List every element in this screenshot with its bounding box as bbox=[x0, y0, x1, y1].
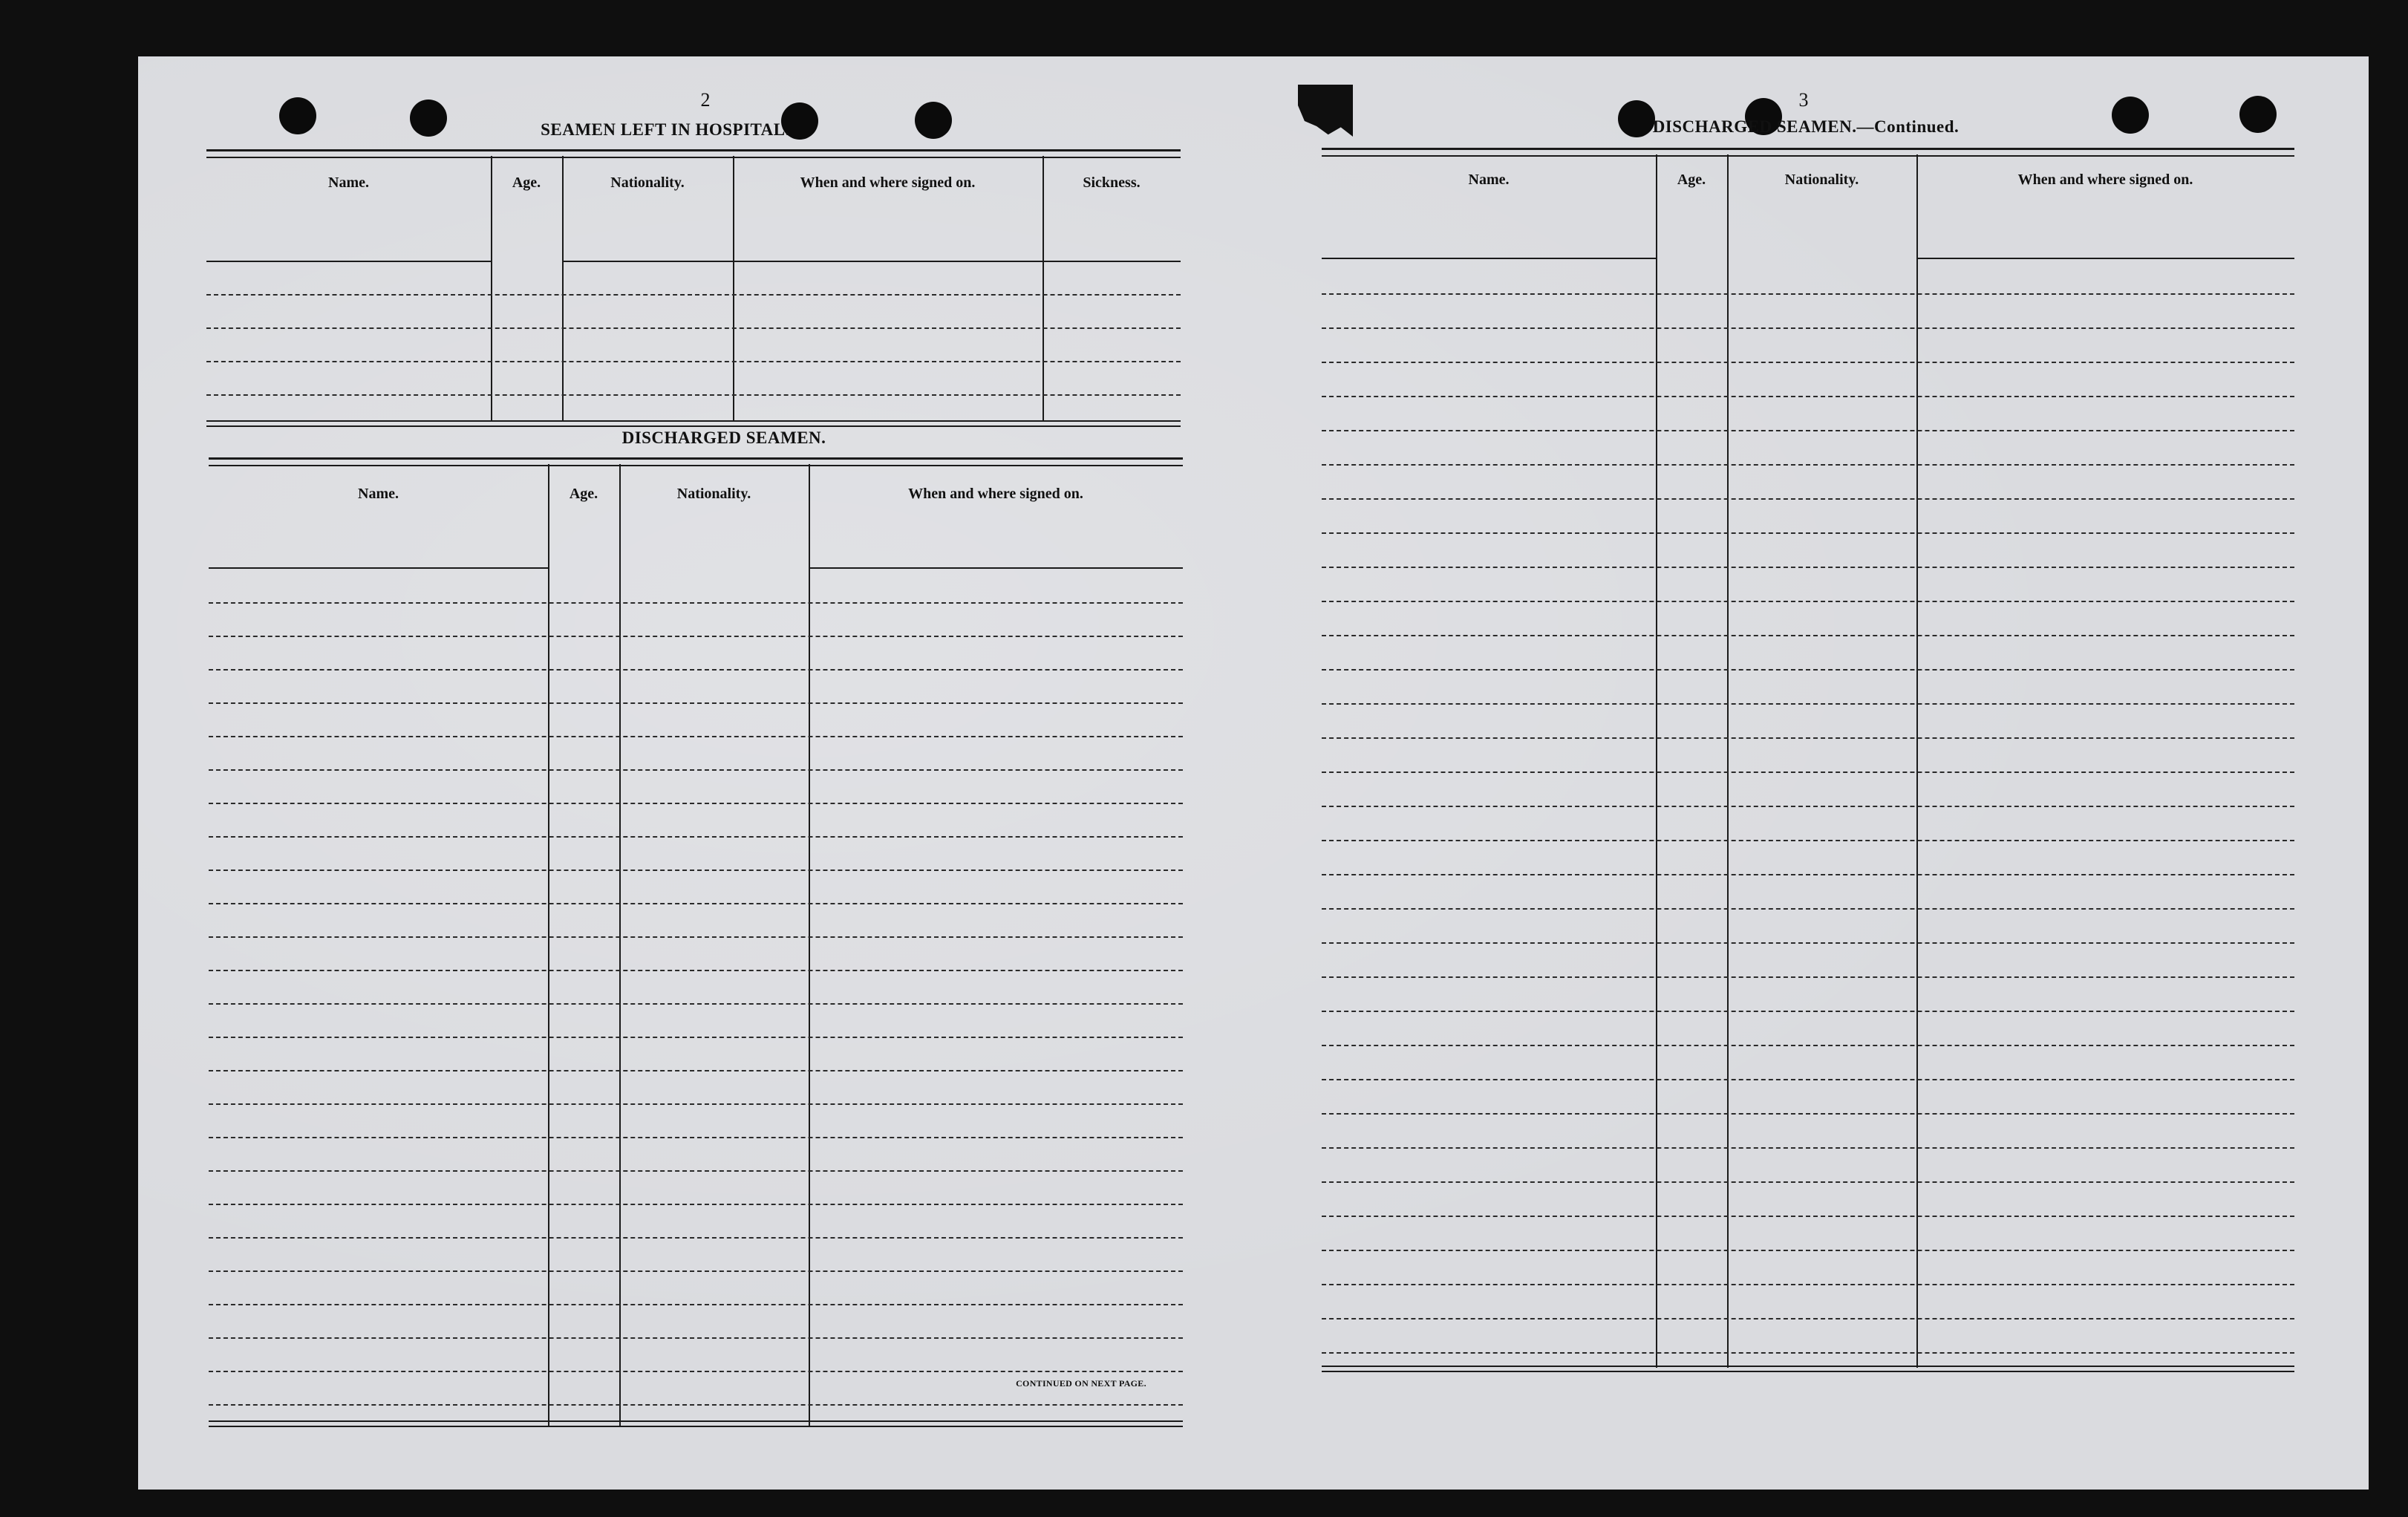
bottom-rule bbox=[1322, 1366, 2294, 1372]
entry-line bbox=[1322, 840, 2294, 841]
column-divider bbox=[1043, 156, 1044, 422]
punch-hole bbox=[915, 102, 952, 139]
entry-line bbox=[209, 1304, 1183, 1305]
page-number: 3 bbox=[1798, 89, 1809, 111]
col-header-sickness: Sickness. bbox=[1083, 174, 1141, 191]
entry-line bbox=[209, 870, 1183, 871]
page-number: 2 bbox=[700, 89, 711, 111]
punch-hole bbox=[279, 97, 316, 134]
entry-line bbox=[1322, 430, 2294, 431]
entry-line bbox=[1322, 396, 2294, 397]
entry-line bbox=[1322, 362, 2294, 363]
col-header-nationality: Nationality. bbox=[610, 174, 685, 191]
entry-line bbox=[209, 1103, 1183, 1105]
column-divider bbox=[1656, 154, 1657, 1368]
header-underline bbox=[809, 567, 1183, 569]
entry-line bbox=[1322, 1045, 2294, 1046]
top-rule bbox=[1322, 148, 2294, 157]
entry-line bbox=[209, 636, 1183, 637]
header-underline bbox=[1322, 258, 1656, 259]
entry-line bbox=[206, 361, 1181, 362]
entry-line bbox=[209, 1170, 1183, 1172]
column-divider bbox=[491, 156, 492, 422]
entry-line bbox=[1322, 874, 2294, 875]
header-underline bbox=[206, 261, 491, 262]
entry-line bbox=[1322, 635, 2294, 636]
entry-line bbox=[1322, 1113, 2294, 1115]
discharged-table-title: DISCHARGED SEAMEN. bbox=[621, 428, 826, 447]
entry-line bbox=[209, 1003, 1183, 1005]
header-underline bbox=[733, 261, 1043, 262]
entry-line bbox=[1322, 498, 2294, 500]
column-divider bbox=[562, 156, 564, 422]
entry-line bbox=[209, 769, 1183, 771]
column-divider bbox=[1916, 154, 1918, 1368]
entry-line bbox=[1322, 293, 2294, 295]
entry-line bbox=[1322, 737, 2294, 739]
entry-line bbox=[1322, 1352, 2294, 1354]
entry-line bbox=[1322, 464, 2294, 466]
column-divider bbox=[548, 464, 549, 1427]
entry-line bbox=[209, 1337, 1183, 1339]
column-divider bbox=[809, 464, 810, 1427]
col-header-name: Name. bbox=[328, 174, 369, 191]
entry-line bbox=[1322, 1181, 2294, 1183]
bottom-rule bbox=[206, 420, 1181, 427]
entry-line bbox=[209, 1137, 1183, 1138]
entry-line bbox=[209, 1237, 1183, 1239]
entry-line bbox=[209, 1404, 1183, 1406]
entry-line bbox=[209, 1070, 1183, 1071]
col-header-name: Name. bbox=[358, 486, 399, 502]
col-header-age: Age. bbox=[569, 486, 598, 502]
col-header-nationality: Nationality. bbox=[676, 486, 751, 502]
entry-line bbox=[209, 1270, 1183, 1272]
punch-hole bbox=[410, 99, 447, 137]
continued-footnote: CONTINUED ON NEXT PAGE. bbox=[1016, 1378, 1146, 1389]
col-header-signed-on: When and where signed on. bbox=[908, 486, 1083, 502]
entry-line bbox=[209, 936, 1183, 938]
discharged-table bbox=[209, 457, 1183, 1432]
entry-line bbox=[209, 736, 1183, 737]
entry-line bbox=[1322, 1318, 2294, 1319]
punch-hole bbox=[2112, 97, 2149, 134]
entry-line bbox=[1322, 908, 2294, 910]
header-underline bbox=[1043, 261, 1181, 262]
entry-line bbox=[1322, 532, 2294, 534]
hospital-table-title: SEAMEN LEFT IN HOSPITAL. bbox=[541, 120, 790, 139]
entry-line bbox=[1322, 976, 2294, 978]
column-divider bbox=[733, 156, 734, 422]
entry-line bbox=[209, 602, 1183, 604]
entry-line bbox=[209, 970, 1183, 971]
top-rule bbox=[206, 149, 1181, 158]
entry-line bbox=[1322, 703, 2294, 705]
entry-line bbox=[1322, 1216, 2294, 1217]
entry-line bbox=[209, 803, 1183, 804]
entry-line bbox=[1322, 1250, 2294, 1251]
entry-line bbox=[206, 327, 1181, 329]
column-divider bbox=[619, 464, 621, 1427]
entry-line bbox=[1322, 1284, 2294, 1285]
entry-line bbox=[209, 903, 1183, 904]
discharged-continued-title: DISCHARGED SEAMEN.—Continued. bbox=[1652, 117, 1960, 136]
entry-line bbox=[209, 836, 1183, 838]
entry-line bbox=[206, 394, 1181, 396]
column-divider bbox=[1727, 154, 1729, 1368]
bottom-rule bbox=[209, 1420, 1183, 1427]
col-header-name: Name. bbox=[1468, 172, 1510, 188]
entry-line bbox=[1322, 567, 2294, 568]
torn-edge bbox=[1298, 85, 1353, 137]
entry-line bbox=[1322, 669, 2294, 671]
header-underline bbox=[209, 567, 548, 569]
entry-line bbox=[1322, 771, 2294, 773]
col-header-signed-on: When and where signed on. bbox=[800, 174, 976, 191]
entry-line bbox=[1322, 1079, 2294, 1080]
col-header-signed-on: When and where signed on. bbox=[2017, 172, 2193, 188]
entry-line bbox=[209, 1037, 1183, 1038]
discharged-continued-table bbox=[1322, 148, 2294, 1374]
col-header-nationality: Nationality. bbox=[1784, 172, 1859, 188]
entry-line bbox=[1322, 601, 2294, 602]
entry-line bbox=[1322, 1147, 2294, 1149]
top-rule bbox=[209, 457, 1183, 466]
entry-line bbox=[209, 669, 1183, 671]
entry-line bbox=[1322, 806, 2294, 807]
entry-line bbox=[1322, 1011, 2294, 1012]
entry-line bbox=[209, 1371, 1183, 1372]
entry-line bbox=[209, 702, 1183, 704]
entry-line bbox=[209, 1204, 1183, 1205]
col-header-age: Age. bbox=[1677, 172, 1706, 188]
entry-line bbox=[1322, 327, 2294, 329]
entry-line bbox=[1322, 942, 2294, 944]
entry-line bbox=[206, 294, 1181, 296]
header-underline bbox=[562, 261, 733, 262]
header-underline bbox=[1916, 258, 2294, 259]
document-sheet bbox=[138, 56, 2369, 1490]
col-header-age: Age. bbox=[512, 174, 541, 191]
punch-hole bbox=[2239, 96, 2277, 133]
